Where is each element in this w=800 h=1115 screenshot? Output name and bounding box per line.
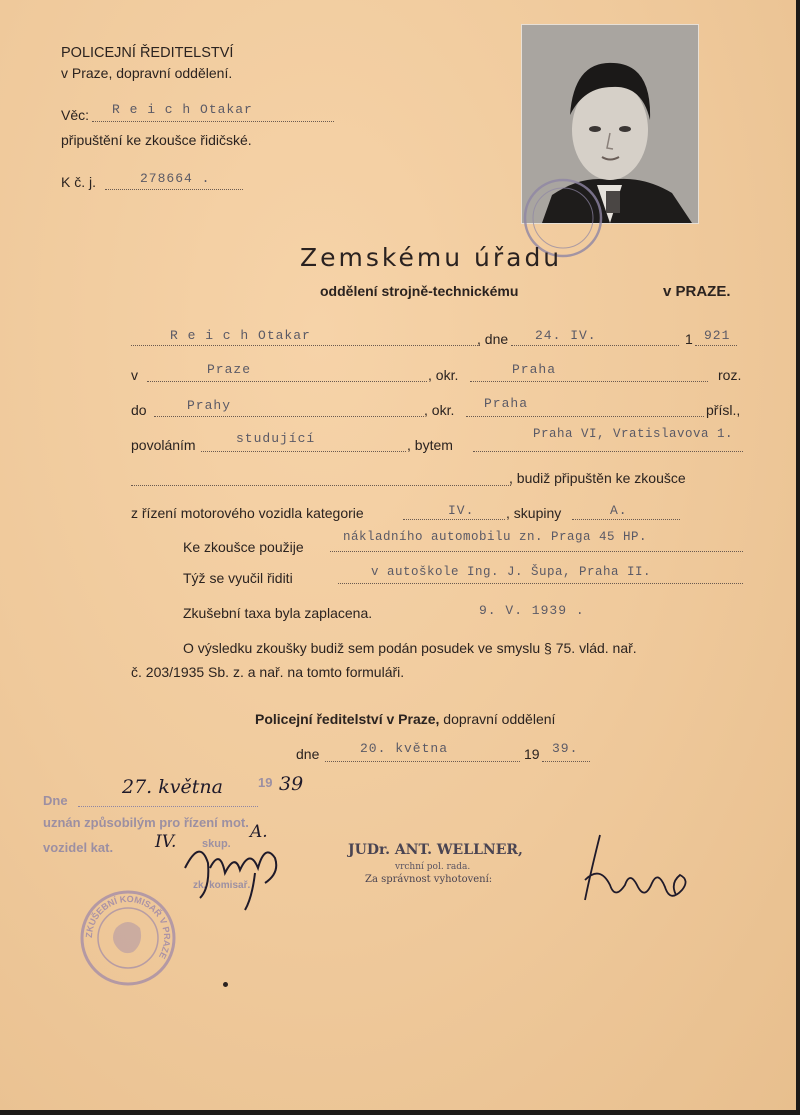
stamp-year-label: 19 bbox=[258, 775, 273, 790]
vysledek-line2: č. 203/1935 Sb. z. a nař. na tomto formuláři. bbox=[131, 664, 405, 680]
skupiny-underline bbox=[572, 519, 680, 520]
subject-line: připuštění ke zkoušce řidičské. bbox=[61, 132, 252, 148]
taxa-label: Zkušební taxa byla zaplacena. bbox=[183, 605, 373, 621]
budiz-label: , budiž připuštěn ke zkoušce bbox=[509, 470, 686, 486]
prisl-label: přísl., bbox=[706, 402, 741, 418]
addressee-department: oddělení strojně-technickému bbox=[320, 283, 519, 299]
seal-text: ZKUŠEBNÍ KOMISAŘ V PRAZE bbox=[83, 893, 173, 961]
stamp-dne-underline bbox=[78, 806, 258, 807]
do-underline bbox=[154, 416, 424, 417]
vec-underline bbox=[92, 121, 334, 122]
footer-dne-label: dne bbox=[296, 746, 320, 762]
stamp-handwritten-year: 39 bbox=[279, 773, 304, 795]
skupiny-value: A. bbox=[610, 503, 628, 518]
bytem-value: Praha VI, Vratislavova 1. bbox=[533, 427, 734, 441]
footer-year-label: 19 bbox=[524, 746, 540, 762]
date-value: 24. IV. bbox=[535, 328, 597, 343]
vysledek-line1: O výsledku zkoušky budiž sem podán posudek ve smyslu § 75. vlád. nař. bbox=[183, 640, 637, 656]
do-value: Prahy bbox=[187, 398, 232, 413]
stamp-skup-value: A. bbox=[250, 822, 268, 842]
footer-date-underline bbox=[325, 761, 520, 762]
povolanim-value: studující bbox=[236, 431, 316, 446]
pouzije-value: nákladního automobilu zn. Praga 45 HP. bbox=[343, 530, 648, 544]
footer-year-underline bbox=[542, 761, 590, 762]
okr2-value: Praha bbox=[484, 396, 529, 411]
examiner-signature bbox=[180, 828, 290, 913]
footer-dne-value: 20. května bbox=[360, 741, 449, 756]
bytem-label: , bytem bbox=[407, 437, 453, 453]
authority-line1: POLICEJNÍ ŘEDITELSTVÍ bbox=[61, 45, 234, 61]
taxa-value: 9. V. 1939 . bbox=[479, 603, 585, 618]
v-label: v bbox=[131, 367, 138, 383]
povolanim-underline bbox=[201, 451, 406, 452]
stamp-kat-value: IV. bbox=[155, 832, 177, 852]
okr2-underline bbox=[466, 416, 704, 417]
stamp-komisar-label: zk. komisař. bbox=[193, 880, 251, 891]
stamp-skup-label: skup. bbox=[202, 838, 231, 850]
ink-dot bbox=[223, 982, 228, 987]
official-rank: vrchní pol. rada. bbox=[395, 862, 471, 872]
issuer-bold: Policejní ředitelství v Praze, bbox=[255, 711, 440, 727]
official-signature bbox=[570, 825, 700, 920]
examiner-seal bbox=[78, 888, 178, 988]
okr2-label: , okr. bbox=[424, 402, 455, 418]
skupiny-label: , skupiny bbox=[506, 505, 562, 521]
roz-label: roz. bbox=[718, 367, 742, 383]
vyucil-value: v autoškole Ing. J. Šupa, Praha II. bbox=[371, 565, 652, 579]
issuer-line bbox=[255, 711, 555, 727]
year-value: 921 bbox=[704, 328, 731, 343]
dne-label: , dne bbox=[477, 331, 509, 347]
okr-underline bbox=[470, 381, 708, 382]
footer-year-value: 39. bbox=[552, 741, 579, 756]
page-edge-right bbox=[796, 0, 800, 1115]
addressee-title: Zemskému úřadu bbox=[300, 243, 563, 272]
rizeni-label: z řízení motorového vozidla kategorie bbox=[131, 505, 364, 521]
name-value: R e i c h Otakar bbox=[170, 328, 311, 343]
vyucil-label: Týž se vyučil řiditi bbox=[183, 570, 293, 586]
okr-value: Praha bbox=[512, 362, 557, 377]
stamp-handwritten-date: 27. května bbox=[122, 776, 223, 798]
page-edge-bottom bbox=[0, 1110, 800, 1115]
vec-label: Věc: bbox=[61, 107, 90, 123]
name-underline bbox=[131, 345, 480, 346]
pouzije-label: Ke zkoušce použije bbox=[183, 539, 304, 555]
year-prefix: 1 bbox=[685, 331, 693, 347]
kategorie-value: IV. bbox=[448, 503, 475, 518]
blank-underline bbox=[131, 485, 511, 486]
date-underline bbox=[511, 345, 679, 346]
kategorie-underline bbox=[403, 519, 505, 520]
place-underline bbox=[147, 381, 427, 382]
povolanim-label: povoláním bbox=[131, 437, 196, 453]
official-note: Za správnost vyhotovení: bbox=[365, 874, 493, 885]
pouzije-underline bbox=[330, 551, 743, 552]
bytem-underline bbox=[473, 451, 743, 452]
stamp-dne-label: Dne bbox=[43, 793, 68, 808]
stamp-line2: uznán způsobilým pro řízení mot. bbox=[43, 815, 249, 830]
issuer-rest: dopravní oddělení bbox=[439, 711, 556, 727]
okr-label: , okr. bbox=[428, 367, 459, 383]
addressee-city: v PRAZE. bbox=[663, 283, 731, 300]
vyucil-underline bbox=[338, 583, 743, 584]
official-name: JUDr. ANT. WELLNER, bbox=[348, 842, 523, 858]
place-value: Praze bbox=[207, 362, 252, 377]
kcj-label: K č. j. bbox=[61, 174, 97, 190]
kcj-underline bbox=[105, 189, 243, 190]
year-underline bbox=[695, 345, 737, 346]
kcj-value: 278664 . bbox=[140, 171, 211, 186]
do-label: do bbox=[131, 402, 147, 418]
authority-line2: v Praze, dopravní oddělení. bbox=[61, 65, 233, 81]
stamp-line3: vozidel kat. bbox=[43, 840, 114, 855]
vec-value: R e i c h Otakar bbox=[112, 102, 253, 117]
